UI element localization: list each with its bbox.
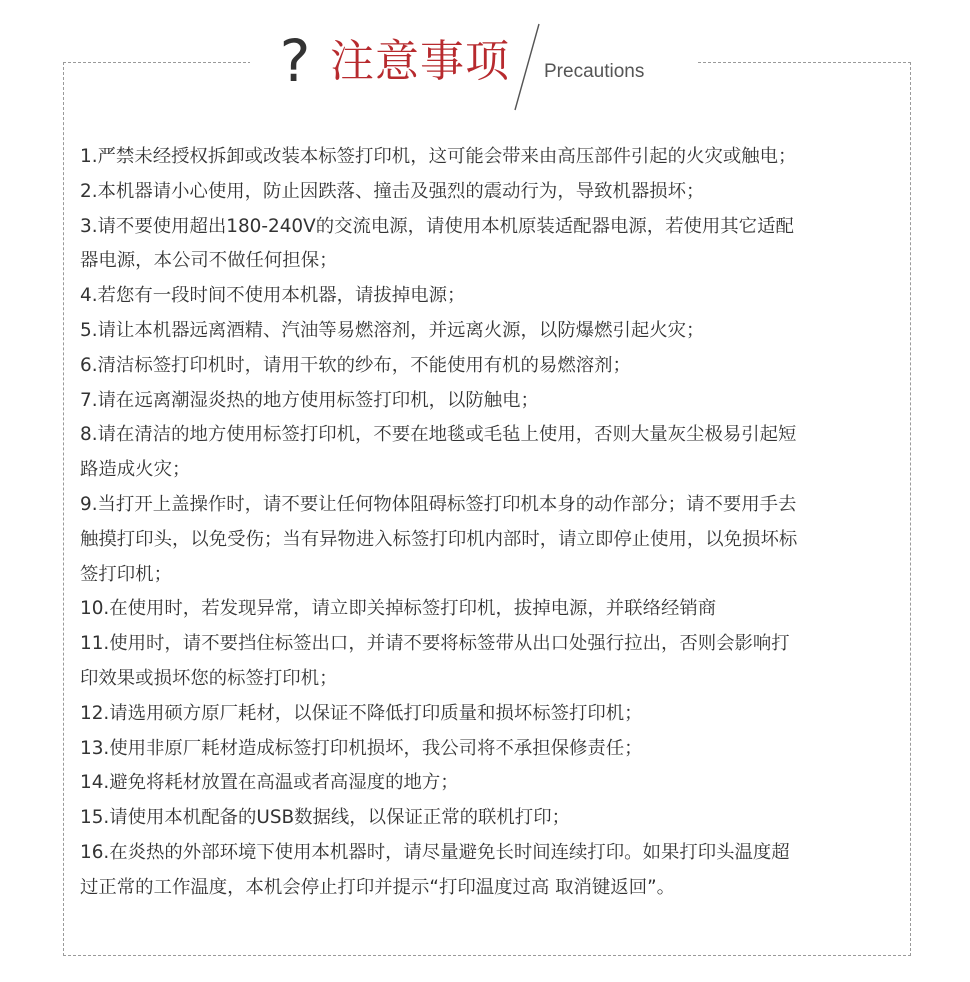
list-item: 1.严禁未经授权拆卸或改装本标签打印机，这可能会带来由高压部件引起的火灾或触电； xyxy=(80,146,797,167)
list-item: 16.在炎热的外部环境下使用本机器时，请尽量避免长时间连续打印。如果打印头温度超 过正常的工作温度，本机会停止打印并提示“打印温度过高 取消键返回”。 xyxy=(80,841,790,898)
list-item: 6.清洁标签打印机时，请用干软的纱布，不能使用有机的易燃溶剂； xyxy=(80,354,631,376)
list-item: 11.使用时，请不要挡住标签出口，并请不要将标签带从出口处强行拉出，否则会影响打 印效果或损坏您的标签打印机； xyxy=(80,633,790,689)
page-subtitle: Precautions xyxy=(544,61,645,82)
list-item: 3.请不要使用超出180-240V的交流电源，请使用本机原装适配器电源，若使用其它适配 器电源，本公司不做任何担保； xyxy=(80,215,794,272)
list-item: 4.若您有一段时间不使用本机器，请拔掉电源； xyxy=(80,285,466,307)
list-item: 13.使用非原厂耗材造成标签打印机损坏，我公司将不承担保修责任； xyxy=(80,737,643,759)
list-item: 2.本机器请小心使用，防止因跌落、撞击及强烈的震动行为，导致机器损坏； xyxy=(80,180,705,202)
page-title: 注意事项 xyxy=(330,36,510,87)
list-item: 8.请在清洁的地方使用标签打印机，不要在地毯或毛毡上使用，否则大量灰尘极易引起短 路造成火灾； xyxy=(80,424,797,481)
list-item: 12.请选用硕方原厂耗材，以保证不降低打印质量和损坏标签打印机； xyxy=(80,702,643,724)
slash-divider xyxy=(512,22,542,112)
list-item: 15.请使用本机配备的USB数据线，以保证正常的联机打印； xyxy=(80,807,570,829)
list-item: 14.避免将耗材放置在高温或者高湿度的地方； xyxy=(80,772,459,794)
list-item: 9.当打开上盖操作时，请不要让任何物体阻碍标签打印机本身的动作部分；请不要用手去 触摸打印头，以免受伤；当有异物进入标签打印机内部时，请立即停止使用，以免损坏标 签打印机； xyxy=(80,493,798,585)
list-item: 5.请让本机器远离酒精、汽油等易燃溶剂，并远离火源，以防爆燃引起火灾； xyxy=(80,319,705,341)
list-item: 7.请在远离潮湿炎热的地方使用标签打印机，以防触电； xyxy=(80,389,539,411)
list-item: 10.在使用时，若发现异常，请立即关掉标签打印机，拔掉电源，并联络经销商 xyxy=(80,598,717,620)
question-mark-icon: ? xyxy=(279,27,311,95)
precautions-list xyxy=(80,140,895,906)
